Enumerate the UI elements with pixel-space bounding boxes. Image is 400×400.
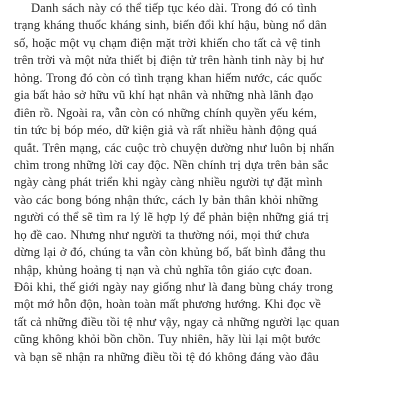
text-line: và bạn sẽ nhận ra những điều tồi tệ đó không đáng vào đâu [14,349,319,364]
text-line: hỏng. Trong đó còn có tình trạng khan hiếm nước, các quốc [14,70,322,85]
text-line: ngày càng phát triển khi ngày càng nhiều người tự đặt mình [14,175,323,190]
text-line: gia bất hảo sở hữu vũ khí hạt nhân và những nhà lãnh đạo [14,88,314,103]
text-line: Đôi khi, thế giới ngày nay giống như là đang bùng cháy trong [14,280,333,294]
text-line: quắt. Trên mạng, các cuộc trò chuyện dường như luôn bị nhấn [14,140,335,155]
text-line: một mớ hỗn độn, hoàn toàn mất phương hướng. Khi đọc về [14,297,321,312]
text-line: điên rồ. Ngoài ra, vẫn còn có những chính quyền yếu kém, [14,105,317,120]
text-line: trạng kháng thuốc kháng sinh, biến đổi khí hậu, bùng nổ dân [14,18,327,33]
body-paragraph [14,0,388,366]
text-line: họ đề cao. Nhưng như người ta thường nói, mọi thứ chưa [14,227,310,242]
text-line: nhập, khủng hoảng tị nạn và chủ nghĩa tôn giáo cực đoan. [14,262,313,277]
text-line: cũng không khỏi bồn chồn. Tuy nhiên, hãy lùi lại một bước [14,332,321,347]
text-line: dừng lại ở đó, chúng ta vẫn còn khủng bố, bất bình đẳng thu [14,245,326,260]
text-line: chìm trong những lời cay độc. Nền chính trị dựa trên bản sắc [14,157,329,172]
text-line: tất cả những điều tồi tệ như vậy, ngay cả những người lạc quan [14,314,340,329]
text-line: tin tức bị bóp méo, dữ kiện giả và rất nhiều hành động quá [14,123,317,138]
text-line: số, hoặc một vụ chạm điện mặt trời khiến cho tất cả vệ tinh [14,35,321,50]
text-line: người có thể sẽ tìm ra lý lẽ hợp lý để phản biện những giá trị [14,210,329,225]
text-line: Danh sách này có thể tiếp tục kéo dài. Trong đó có tình [31,1,317,15]
text-line: trên trời và một nửa thiết bị điện tử trên hành tinh này bị hư [14,53,324,68]
text-line: vào các bong bóng nhận thức, cách ly bản thân khỏi những [14,192,319,207]
